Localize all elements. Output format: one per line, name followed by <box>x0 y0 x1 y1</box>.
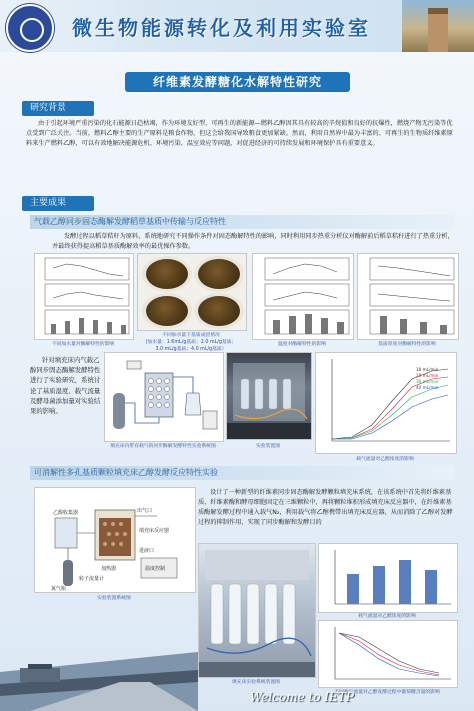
building-photo <box>402 0 474 52</box>
water-charts-svg <box>35 254 133 339</box>
substrate-pile-1 <box>146 259 188 289</box>
glucose-chart-svg <box>319 621 457 687</box>
legend-40: 40 mL/min <box>416 385 439 390</box>
substrate-pile-4 <box>198 296 240 326</box>
figure-lab-photo <box>226 352 312 440</box>
figure-substrate-photos <box>137 253 247 331</box>
legend-20: 20 mL/min <box>416 373 439 378</box>
section-heading-results: 主要成果 <box>22 196 94 211</box>
thickness-charts-svg <box>358 254 458 339</box>
section-heading-background: 研究背景 <box>22 101 94 116</box>
label-heater: 加热器 <box>101 566 117 572</box>
figure-glucose-chart <box>318 620 458 688</box>
lab-photo-svg <box>227 353 311 439</box>
figure-caption-water: 不同加水量对酶解特性的影响 <box>51 342 115 347</box>
subsection-title-2: 可消解性多孔基质颗粒填充床乙醇发酵反应特性实验 <box>30 466 454 480</box>
figure-caption-lab-photo: 实验装置图 <box>256 444 280 449</box>
label-nitrogen-cylinder: 氮气瓶 <box>51 586 67 592</box>
flow-ethanol-chart-svg <box>319 544 457 612</box>
figure-caption-thickness: 基质厚度对酶解特性的影响 <box>378 342 436 347</box>
figure-gas-flow-chart <box>315 352 457 454</box>
figure-caption-substrate-1: 不同加水量下基质成团情况 <box>162 333 220 338</box>
label-gas-outlet: 出气口 <box>137 508 153 514</box>
figure-caption-temperature: 温度对酶解特性的影响 <box>278 342 326 347</box>
subsection-2-paragraph: 设计了一种新型的纤维素同步固态酶解发酵颗粒填充床系统，在该系统中首先将纤维素基质、纤维素酶和酵母细胞固定在三维颗粒中，再将颗粒堆积形成填充床反应器中，在纤维素基质酶解发酵过程中通入载气N₂，利用载气将乙醇携带出填充床反应器，从而消除了乙醇对发酵过程的抑制作用，实现了同步酶解和发酵目的 <box>198 489 453 526</box>
figure-caption-equipment: 填充床实验系统装置图 <box>232 680 280 685</box>
figure-caption-apparatus: 实验装置系统图 <box>97 596 131 601</box>
figure-flow-ethanol-chart <box>318 543 458 613</box>
figure-system-diagram <box>104 352 224 442</box>
apparatus-schematic-svg <box>35 488 195 592</box>
figure-caption-substrate-3: 3.0 mL/g基质；4.0 mL/g基质） <box>155 347 227 352</box>
figure-equipment-photo <box>198 543 316 678</box>
figure-apparatus-schematic <box>34 487 196 593</box>
equipment-photo-svg <box>199 544 315 677</box>
packed-bed-paragraph: 针对填充床内气载乙醇同步固态酶解发酵特性进行了实验研究，系统讨论了基质湿度、载气流量及酵母菌添加量对实验结果的影响。 <box>30 356 101 416</box>
system-diagram-svg <box>105 353 223 441</box>
header-banner <box>0 0 474 52</box>
label-ethanol-collector: 乙醇收集器 <box>53 510 79 516</box>
figure-thickness-charts <box>357 253 459 340</box>
figure-caption-glucose: 不同载气流量对乙醇发酵过程中葡萄糖含量的影响 <box>334 690 440 695</box>
figure-caption-substrate-2: (加水量：1.6mL/g基质；2.0 mL/g基质； <box>145 340 237 345</box>
figure-water-charts <box>34 253 134 340</box>
label-packed-bed-reactor: 填充床反应器 <box>139 528 170 534</box>
label-temperature-control: 温度控制 <box>145 566 166 572</box>
background-paragraph: 由于引起环境严重污染的化石能源日趋枯竭，作为环境友好型、可再生的新能源—燃料乙醇因其具有较高的辛烷值和良好的抗爆性，燃烧产物无污染等优点受到广泛关注。当前，燃料乙醇主要的生产原料是粮食作物，但这会给我国导致粮食更加紧缺。然而，利用自然界中最为丰富的、可再生的生物质纤维素原料来生产燃料乙醇，可以有效地解决能源危机、环境污染、温室效应等问题，对促进经济的可持续发展和环境保护具有重要意义。 <box>26 120 453 147</box>
legend-30: 30 mL/min <box>416 379 439 384</box>
gas-flow-chart-svg <box>316 353 456 453</box>
temperature-charts-svg <box>253 254 353 339</box>
label-rotameter: 转子流量计 <box>79 576 105 582</box>
substrate-pile-3 <box>146 296 188 326</box>
welcome-text: Welcome to IETP <box>250 690 354 704</box>
substrate-pile-2 <box>198 259 240 289</box>
figure-caption-flow-ethanol: 载气流量对乙醇浓度的影响 <box>358 614 416 619</box>
subsection-1-paragraph: 发酵过程以稻草秸秆为原料，系统地研究不同操作条件对固态酶解特性的影响，同时利用同步热重分析仪对酶解前后稻草秸秆进行了热重分析，并最终获得提高稻草基质酶解效率的最优操作参数。 <box>52 233 454 250</box>
legend-10: 10 mL/min <box>416 367 439 372</box>
campus-footer-graphic <box>0 612 198 711</box>
figure-caption-gas-flow: 载气流量对乙醇浓度的影响 <box>356 457 414 462</box>
lab-title: 微生物能源转化及利用实验室 <box>72 16 371 40</box>
figure-temperature-charts <box>252 253 354 340</box>
subsection-title-1: 气载乙醇同步固态酶解发酵稻草基质中传输与反应特性 <box>30 215 454 229</box>
label-liquid-inlet: 进液口 <box>139 548 155 554</box>
poster-title: 纤维素发酵糖化水解特性研究 <box>125 72 350 92</box>
university-logo <box>6 4 54 52</box>
figure-caption-system: 填充床内带有载气的同步酶解发酵特性实验系统图 <box>110 444 216 449</box>
